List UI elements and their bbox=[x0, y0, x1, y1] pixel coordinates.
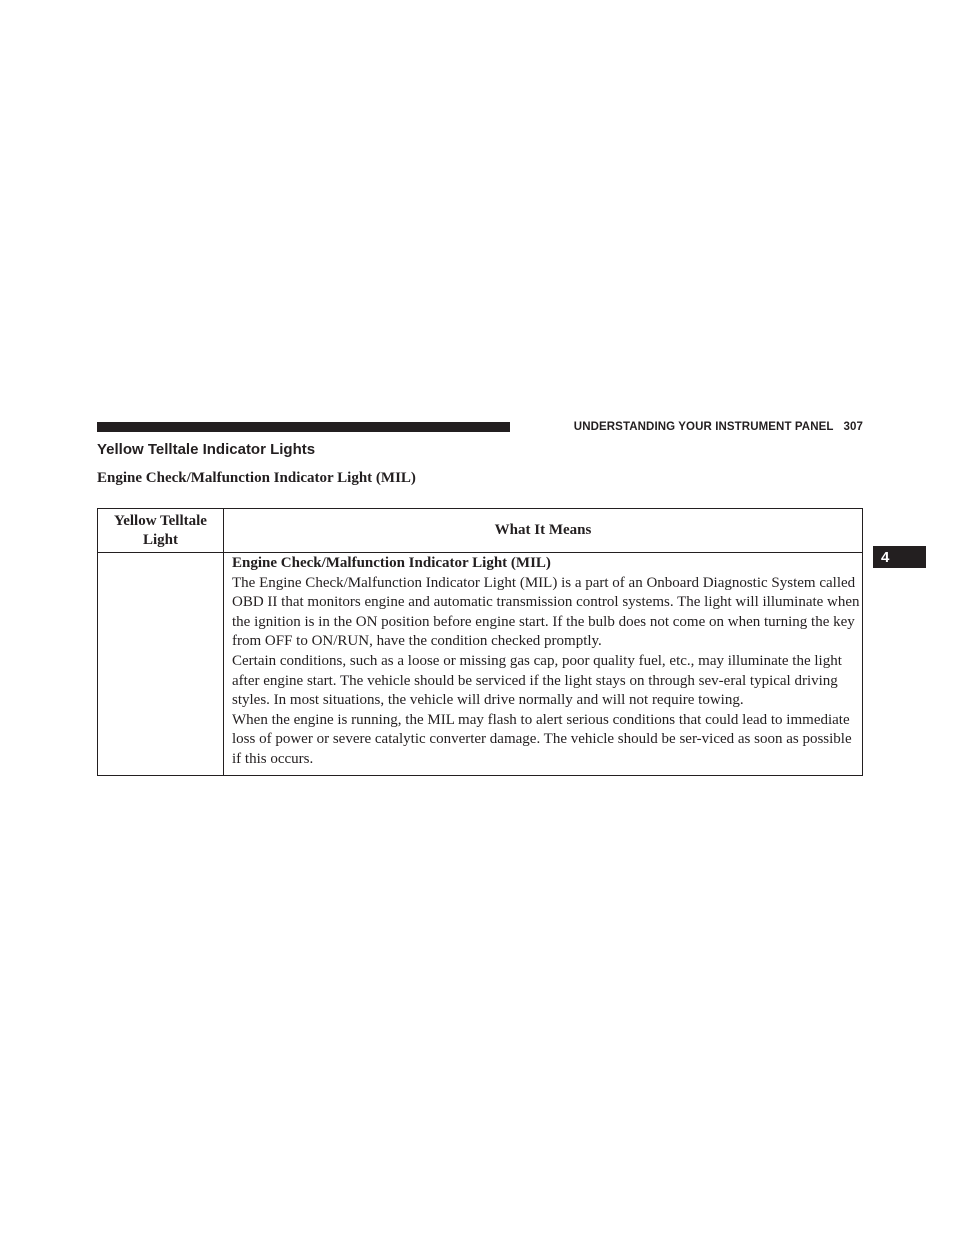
subheading: Engine Check/Malfunction Indicator Light (MIL) bbox=[97, 470, 416, 486]
meaning-cell bbox=[224, 553, 863, 776]
running-head bbox=[520, 419, 863, 435]
row-paragraph: Certain conditions, such as a loose or missing gas cap, poor quality fuel, etc., may illuminate the light after engine start. The vehicle should be serviced if the light stays on through sev-eral typical driving styles. In most situations, the vehicle will drive normally and will not require towing. bbox=[232, 652, 842, 709]
column-header-meaning: What It Means bbox=[224, 509, 863, 553]
page-number: 307 bbox=[843, 421, 863, 433]
column-header-light: Yellow Telltale Light bbox=[98, 509, 224, 553]
chapter-tab bbox=[873, 546, 926, 568]
telltale-table bbox=[97, 508, 863, 776]
row-paragraph: The Engine Check/Malfunction Indicator Light (MIL) is a part of an Onboard Diagnostic System called OBD II that monitors engine and automatic transmission control systems. The light will illuminate when the ignition is in the ON position before engine start. If the bulb does not come on when turning the key from OFF to ON/RUN, have the condition checked promptly. bbox=[232, 574, 860, 650]
row-title: Engine Check/Malfunction Indicator Light (MIL) bbox=[232, 555, 551, 571]
section-heading: Yellow Telltale Indicator Lights bbox=[97, 441, 316, 458]
running-head-title: UNDERSTANDING YOUR INSTRUMENT PANEL bbox=[573, 421, 834, 433]
row-paragraph: When the engine is running, the MIL may flash to alert serious conditions that could lead to immediate loss of power or severe catalytic converter damage. The vehicle should be ser-viced as soon as possible if this occurs. bbox=[232, 711, 852, 767]
header-rule-bar bbox=[97, 422, 510, 432]
table-row bbox=[98, 553, 863, 776]
chapter-number: 4 bbox=[881, 548, 890, 566]
table-header-row bbox=[98, 509, 863, 553]
telltale-icon-cell bbox=[98, 553, 224, 776]
